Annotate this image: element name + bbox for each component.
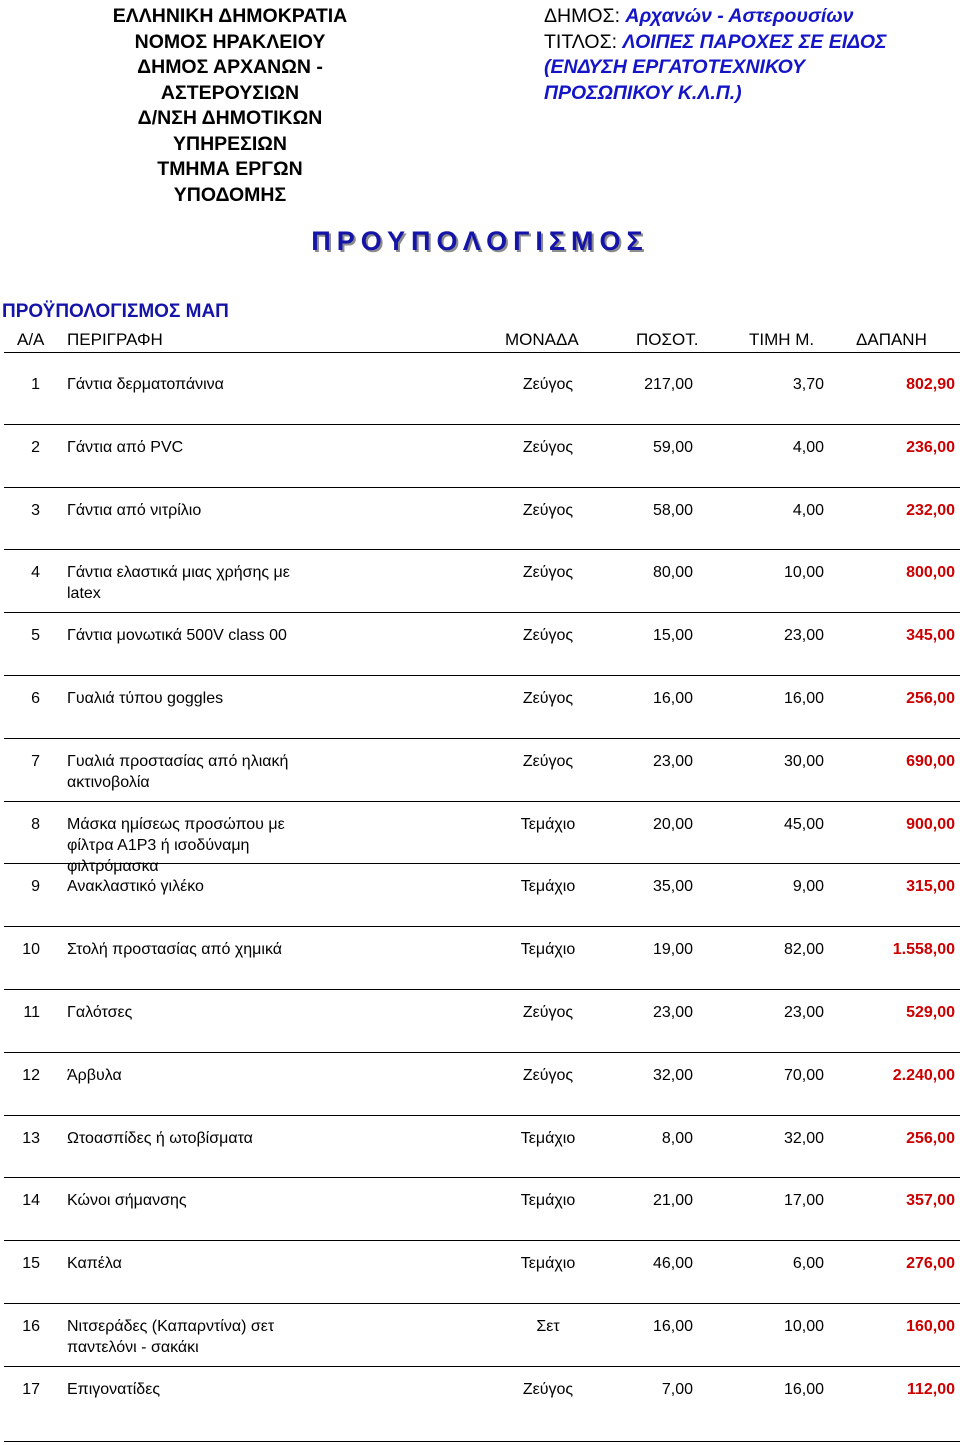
row-number: 8	[31, 815, 40, 833]
issuer-block	[85, 4, 375, 208]
row-number: 6	[31, 690, 40, 707]
row-unit-price: 16,00	[783, 1380, 824, 1398]
row-unit-price: 30,00	[783, 752, 824, 770]
row-divider	[4, 1240, 960, 1241]
row-number: 10	[22, 941, 40, 959]
row-cost: 529,00	[906, 1004, 955, 1021]
issuer-line: Δ/ΝΣΗ ΔΗΜΟΤΙΚΩΝ ΥΠΗΡΕΣΙΩΝ	[137, 107, 323, 155]
row-cost: 1.558,00	[892, 941, 955, 959]
row-quantity: 58,00	[652, 501, 693, 519]
row-cost: 800,00	[906, 564, 955, 582]
row-number: 9	[31, 878, 40, 896]
table-row	[0, 801, 960, 875]
row-description: Καπέλα	[67, 1255, 122, 1273]
row-divider	[4, 1052, 960, 1053]
table-row	[0, 1177, 960, 1239]
title-value-line1: ΛΟΙΠΕΣ ΠΑΡΟΧΕΣ ΣΕ ΕΙΔΟΣ	[622, 30, 887, 53]
row-cost: 357,00	[906, 1192, 955, 1210]
row-description: Γάντια από νιτρίλιο	[67, 501, 202, 519]
col-header-price: ΤΙΜΗ Μ.	[749, 330, 815, 349]
table-row	[0, 1240, 960, 1302]
row-unit: Τεμάχιο	[520, 941, 576, 959]
row-description: Κώνοι σήμανσης	[67, 1192, 187, 1210]
row-cost: 256,00	[906, 690, 955, 707]
col-header-qty: ΠΟΣΟΤ.	[636, 330, 699, 349]
row-unit-price: 82,00	[783, 941, 824, 959]
title-label: ΤΙΤΛΟΣ:	[544, 30, 618, 53]
row-unit-price: 23,00	[783, 627, 824, 645]
row-cost: 160,00	[906, 1318, 955, 1335]
row-unit-price: 10,00	[783, 564, 824, 582]
row-number: 3	[31, 501, 40, 519]
row-description: Νιτσεράδες (Καπαρντίνα) σετ παντελόνι - σακάκι	[67, 1318, 275, 1356]
row-unit-price: 9,00	[792, 878, 824, 896]
row-cost: 232,00	[906, 501, 955, 519]
project-info-block	[544, 4, 954, 106]
row-unit-price: 70,00	[783, 1066, 824, 1084]
row-unit-price: 45,00	[783, 815, 824, 833]
col-header-cost: ΔΑΠΑΝΗ	[856, 330, 927, 349]
row-unit: Ζεύγος	[522, 1066, 574, 1084]
row-quantity: 23,00	[652, 1004, 693, 1021]
row-divider	[4, 612, 960, 613]
row-unit: Τεμάχιο	[520, 1255, 576, 1273]
row-cost: 2.240,00	[892, 1066, 955, 1084]
row-unit-price: 23,00	[783, 1004, 824, 1021]
row-divider	[4, 1115, 960, 1116]
row-number: 17	[22, 1380, 40, 1398]
row-quantity: 8,00	[661, 1129, 693, 1147]
issuer-line: ΝΟΜΟΣ ΗΡΑΚΛΕΙΟΥ	[134, 30, 326, 53]
row-description: Γυαλιά προστασίας από ηλιακή ακτινοβολία	[67, 752, 289, 791]
row-number: 4	[31, 564, 40, 582]
row-unit-price: 4,00	[792, 501, 824, 519]
municipality-line	[544, 4, 954, 30]
municipality-label: ΔΗΜΟΣ:	[544, 5, 620, 27]
row-unit: Τεμάχιο	[520, 815, 576, 833]
title-line	[544, 30, 954, 56]
table-row	[0, 1366, 960, 1428]
row-cost: 900,00	[906, 815, 955, 833]
table-row	[0, 1115, 960, 1177]
row-unit-price: 4,00	[792, 438, 824, 456]
row-number: 11	[23, 1004, 40, 1021]
row-divider	[4, 863, 960, 864]
issuer-line: ΤΜΗΜΑ ΕΡΓΩΝ	[157, 158, 303, 180]
row-description: Γάντια ελαστικά μιας χρήσης με latex	[67, 564, 290, 603]
title-value-line2: (ΕΝΔΥΣΗ ΕΡΓΑΤΟΤΕΧΝΙΚΟΥ	[544, 56, 806, 78]
row-quantity: 32,00	[652, 1066, 693, 1084]
table-row	[0, 361, 960, 423]
row-divider	[4, 424, 960, 425]
row-divider	[4, 926, 960, 927]
row-quantity: 23,00	[652, 752, 693, 770]
table-row	[0, 549, 960, 611]
row-number: 7	[31, 752, 40, 770]
row-unit: Τεμάχιο	[520, 1129, 576, 1147]
row-divider	[4, 549, 960, 550]
issuer-line: ΥΠΟΔΟΜΗΣ	[173, 183, 287, 206]
row-cost: 345,00	[906, 627, 955, 645]
row-cost: 276,00	[906, 1255, 955, 1273]
row-description: Ανακλαστικό γιλέκο	[67, 878, 204, 896]
row-divider	[4, 675, 960, 676]
row-description: Επιγονατίδες	[67, 1380, 161, 1398]
row-number: 14	[22, 1192, 40, 1210]
row-unit: Ζεύγος	[522, 1004, 574, 1021]
row-number: 16	[22, 1318, 40, 1335]
row-description: Ωτοασπίδες ή ωτοβίσματα	[67, 1129, 253, 1147]
table-row	[0, 926, 960, 988]
row-unit: Ζεύγος	[522, 627, 574, 645]
section-subtitle: ΠΡΟΫΠΟΛΟΓΙΣΜΟΣ ΜΑΠ	[2, 301, 229, 322]
row-divider	[4, 1366, 960, 1367]
row-number: 15	[22, 1255, 40, 1273]
row-description: Στολή προστασίας από χημικά	[67, 941, 283, 959]
row-number: 13	[22, 1129, 40, 1147]
row-unit-price: 16,00	[783, 690, 824, 707]
col-header-desc: ΠΕΡΙΓΡΑΦΗ	[67, 330, 163, 349]
page-title: ΠΡΟΥΠΟΛΟΓΙΣΜΟΣ	[311, 226, 649, 256]
table-row	[0, 675, 960, 737]
row-description: Μάσκα ημίσεως προσώπου με φίλτρα Α1Ρ3 ή ισοδύναμη φιλτρόμασκα	[67, 815, 285, 875]
row-unit: Ζεύγος	[522, 376, 574, 393]
row-divider	[4, 801, 960, 802]
issuer-line: ΕΛΛΗΝΙΚΗ ΔΗΜΟΚΡΑΤΙΑ	[112, 5, 348, 27]
table-row	[0, 989, 960, 1051]
row-number: 2	[31, 438, 40, 456]
row-unit: Ζεύγος	[522, 1380, 574, 1398]
table-row	[0, 424, 960, 486]
row-divider	[4, 1177, 960, 1178]
table-row	[0, 1303, 960, 1365]
table-row	[0, 612, 960, 674]
row-cost: 690,00	[906, 752, 955, 770]
row-divider	[4, 487, 960, 488]
row-unit: Ζεύγος	[522, 501, 574, 519]
row-quantity: 15,00	[652, 627, 693, 645]
row-unit: Ζεύγος	[522, 690, 574, 707]
table-row	[0, 487, 960, 549]
row-unit: Ζεύγος	[522, 438, 574, 456]
row-description: Γάντια από PVC	[67, 438, 184, 456]
row-quantity: 35,00	[652, 878, 693, 896]
row-number: 5	[31, 627, 40, 645]
row-divider	[4, 738, 960, 739]
row-unit: Τεμάχιο	[520, 1192, 576, 1210]
issuer-line: ΔΗΜΟΣ ΑΡΧΑΝΩΝ - ΑΣΤΕΡΟΥΣΙΩΝ	[137, 56, 323, 104]
col-header-no: Α/Α	[17, 330, 45, 349]
row-quantity: 80,00	[652, 564, 693, 582]
row-quantity: 19,00	[652, 941, 693, 959]
row-description: Γάντια μονωτικά 500V class 00	[67, 627, 287, 645]
row-unit-price: 10,00	[783, 1318, 824, 1335]
row-cost: 802,90	[906, 376, 955, 393]
row-description: Γαλότσες	[67, 1004, 133, 1021]
title-value-line3: ΠΡΟΣΩΠΙΚΟΥ Κ.Λ.Π.)	[544, 81, 742, 104]
row-cost: 256,00	[906, 1129, 955, 1147]
municipality-value: Αρχανών - Αστερουσίων	[625, 5, 854, 27]
table-row	[0, 1052, 960, 1114]
row-description: Άρβυλα	[67, 1066, 122, 1084]
table-row	[0, 863, 960, 925]
row-divider	[4, 1303, 960, 1304]
row-quantity: 46,00	[652, 1255, 693, 1273]
row-description: Γάντια δερματοπάνινα	[67, 376, 224, 393]
col-header-unit: ΜΟΝΑΔΑ	[505, 330, 579, 349]
row-quantity: 59,00	[652, 438, 693, 456]
table-bottom-divider	[4, 1441, 960, 1442]
row-quantity: 21,00	[652, 1192, 693, 1210]
row-cost: 236,00	[906, 438, 955, 456]
row-unit-price: 32,00	[783, 1129, 824, 1147]
row-unit-price: 17,00	[783, 1192, 824, 1210]
row-divider	[4, 989, 960, 990]
row-cost: 315,00	[906, 878, 955, 896]
row-quantity: 7,00	[661, 1380, 693, 1398]
row-quantity: 16,00	[652, 690, 693, 707]
row-quantity: 16,00	[652, 1318, 693, 1335]
row-number: 1	[31, 376, 40, 393]
row-description: Γυαλιά τύπου goggles	[67, 690, 224, 707]
row-unit: Τεμάχιο	[520, 878, 576, 896]
row-unit-price: 3,70	[792, 376, 824, 393]
header-divider	[4, 352, 960, 353]
row-cost: 112,00	[906, 1380, 955, 1398]
row-unit: Ζεύγος	[522, 564, 574, 582]
row-quantity: 217,00	[644, 376, 693, 393]
row-number: 12	[22, 1066, 40, 1084]
row-unit: Ζεύγος	[522, 752, 574, 770]
table-row	[0, 738, 960, 800]
row-unit-price: 6,00	[792, 1255, 824, 1273]
row-quantity: 20,00	[652, 815, 693, 833]
row-unit: Σετ	[536, 1318, 560, 1335]
